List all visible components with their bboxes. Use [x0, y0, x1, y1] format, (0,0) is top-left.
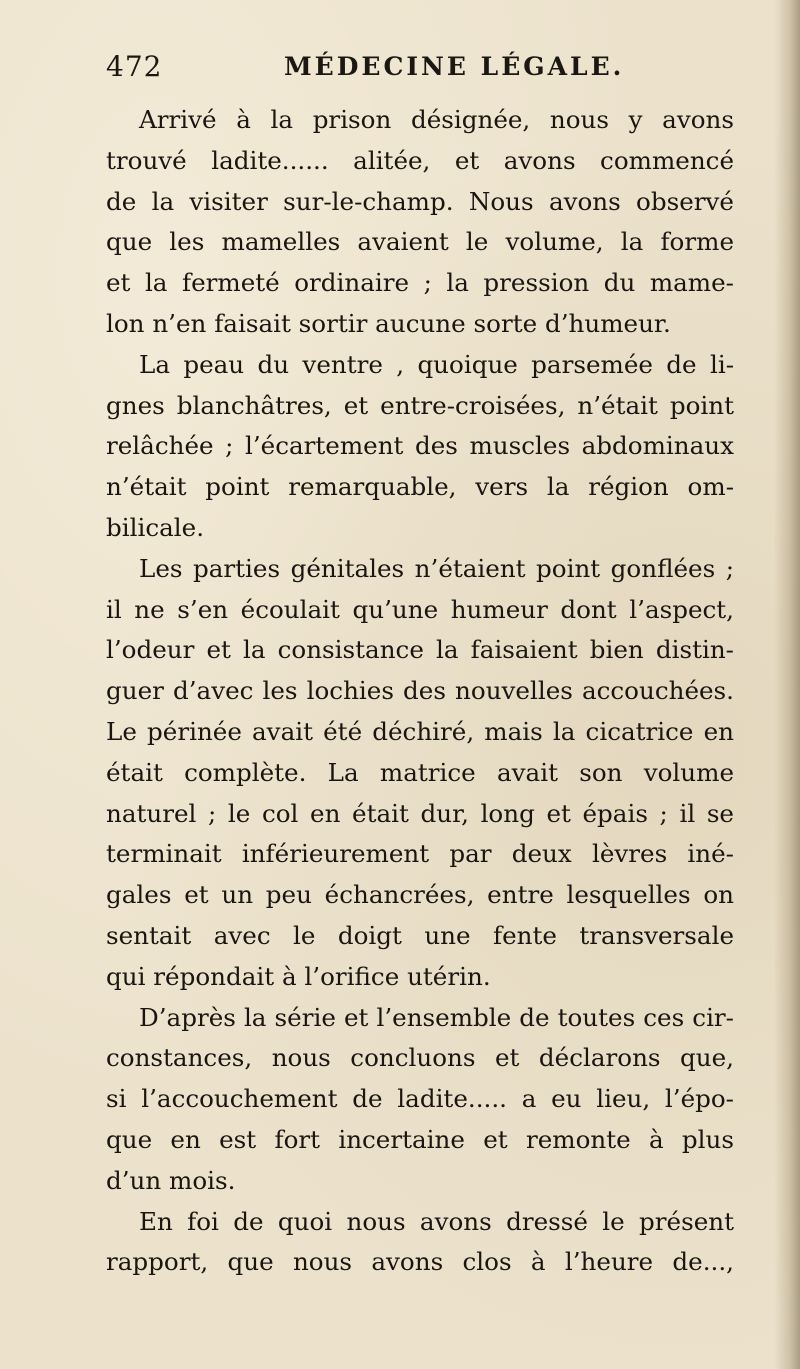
text-line: terminait inférieurement par deux lèvres iné- — [106, 839, 734, 869]
text-line: La peau du ventre , quoique parsemée de li- — [139, 349, 734, 379]
text-line: et la fermeté ordinaire ; la pression du mame- — [106, 268, 734, 298]
text-line: il ne s’en écoulait qu’une humeur dont l’aspect, — [106, 594, 734, 624]
text-line: si l’accouchement de ladite..... a eu lieu, l’épo- — [106, 1084, 734, 1114]
text-line: que en est fort incertaine et remonte à plus — [106, 1124, 734, 1154]
text-line: de la visiter sur-le-champ. Nous avons observé — [106, 186, 734, 216]
text-line: En foi de quoi nous avons dressé le présent — [139, 1206, 734, 1236]
text-line: guer d’avec les lochies des nouvelles accouchées. — [106, 676, 734, 706]
text-line: trouvé ladite...... alitée, et avons commencé — [106, 145, 734, 175]
text-line: était complète. La matrice avait son volume — [106, 757, 734, 787]
text-line: D’après la série et l’ensemble de toutes ces cir- — [139, 1002, 734, 1032]
page-header — [106, 44, 706, 84]
text-line: d’un mois. — [106, 1165, 236, 1195]
text-line: constances, nous concluons et déclarons que, — [106, 1043, 734, 1073]
text-line: sentait avec le doigt une fente transversale — [106, 920, 734, 950]
text-line: relâchée ; l’écartement des muscles abdominaux — [106, 431, 734, 461]
text-line: l’odeur et la consistance la faisaient bien distin- — [106, 635, 734, 665]
text-line: gnes blanchâtres, et entre-croisées, n’était point — [106, 390, 734, 420]
text-line: rapport, que nous avons clos à l’heure de..., — [106, 1247, 734, 1277]
text-line: n’était point remarquable, vers la région om- — [106, 472, 734, 502]
text-line: bilicale. — [106, 512, 205, 542]
page-number: 472 — [106, 50, 163, 83]
text-line: Arrivé à la prison désignée, nous y avons — [139, 105, 734, 134]
text-line: naturel ; le col en était dur, long et épais ; il se — [106, 798, 734, 828]
text-line: qui répondait à l’orifice utérin. — [106, 961, 491, 991]
text-line: que les mamelles avaient le volume, la forme — [106, 227, 734, 257]
text-line: lon n’en faisait sortir aucune sorte d’humeur. — [106, 308, 671, 338]
text-line: gales et un peu échancrées, entre lesquelles on — [106, 880, 734, 910]
running-title: MÉDECINE LÉGALE. — [284, 52, 625, 81]
page-edge-shadow — [774, 0, 800, 1369]
text-line: Les parties génitales n’étaient point gonflées ; — [139, 553, 734, 583]
body-text — [106, 100, 734, 1283]
text-line: Le périnée avait été déchiré, mais la cicatrice en — [106, 716, 734, 746]
